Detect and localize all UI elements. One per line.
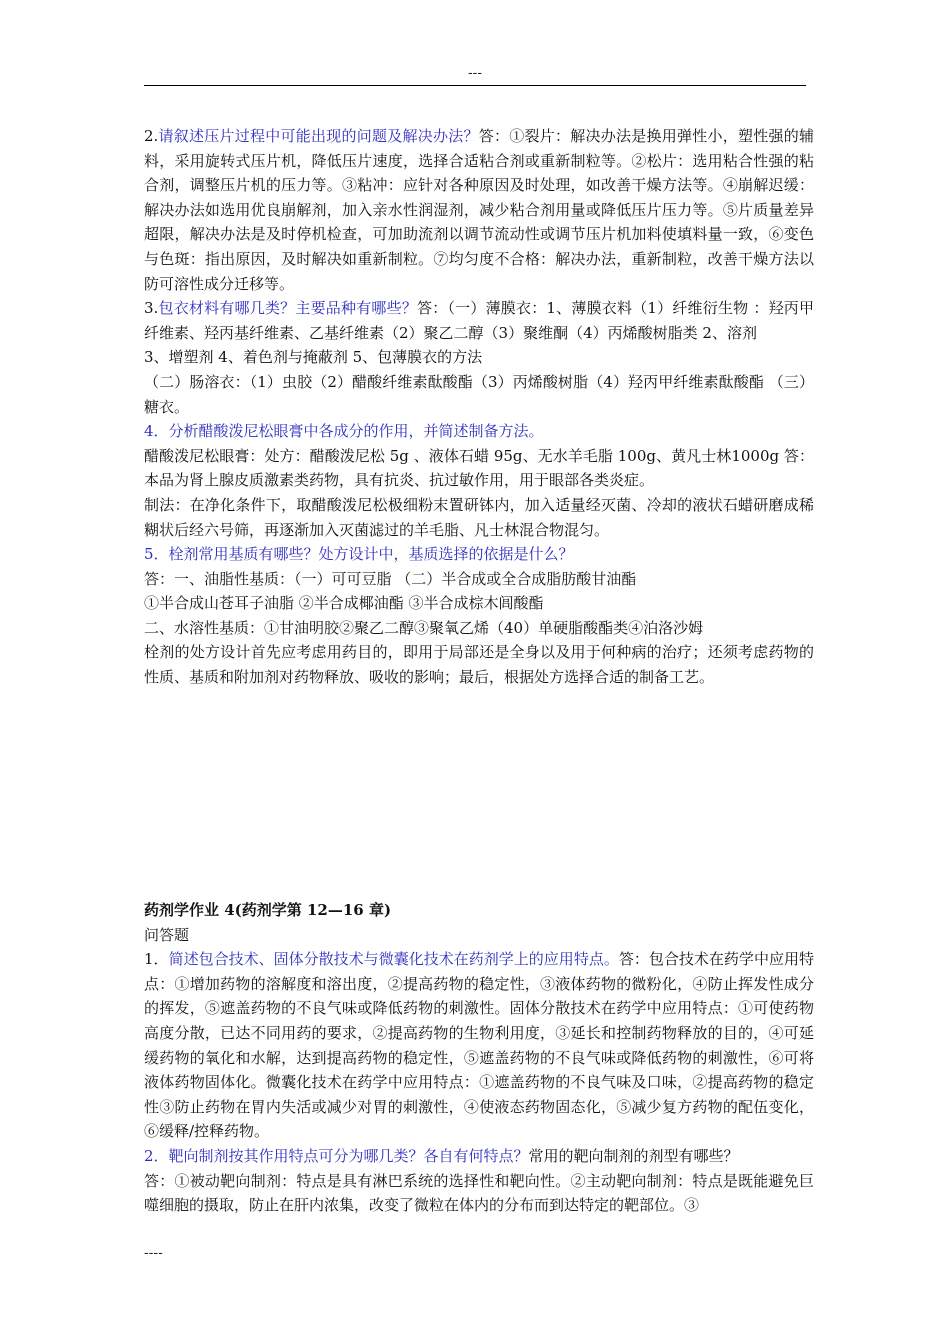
q5-question: 5．栓剂常用基质有哪些？处方设计中，基质选择的依据是什么？: [144, 545, 574, 564]
q4-answer-line: 醋酸泼尼松眼膏：处方：醋酸泼尼松 5g 、液体石蜡 95g、无水羊毛脂 100g、黄凡士林: [144, 446, 732, 465]
q3-answer-line: 糖衣。: [144, 397, 190, 416]
q3-answer-line: 答：（一）薄膜衣：1、薄膜衣料（1）纤维衍生物 ：羟: [417, 299, 784, 318]
q5-answer-line: 虑药物的性质、基质和附加剂对药物释放、吸收的影响；最后，根据处方选择合适的制备工艺。: [144, 643, 814, 687]
q4-answer-line: 1000g 答：本品为肾上腺皮质激素类药物，具有抗炎、抗过敏作用，用于眼部各类炎症。: [144, 446, 814, 490]
header-mark: ---: [467, 66, 483, 81]
q2-answer-line: 格：解决办法，重新制粒，改善干燥方法以防可溶性成分迁移等。: [144, 249, 814, 293]
q2-question: 请叙述压片过程中可能出现的问题及解决办法？: [158, 127, 479, 145]
q5-answer-line: 答：一、油脂性基质：（一）可可豆脂 （二）半合成或全合成脂肪酸甘油酯: [144, 569, 637, 588]
q2-answer-line: 压片压力等。⑤片质量差异超限，解决办法是及时停机检查，可加助流剂以调节流动性或调: [144, 200, 814, 244]
b-q2-block: [144, 1144, 814, 1218]
q4-answer-line: 制法：在净化条件下，取醋酸泼尼松极细粉末置研钵内，加入适量经灭菌、冷却的液状石蜡研: [144, 495, 769, 514]
q2-answer-line: 强的辅料，采用旋转式压片机，降低压片速度，选择合适粘合剂或重新制粒等。②松片：选用: [144, 127, 814, 170]
b-q1-answer-line: 刺激性，④使液态药物固态化，⑤减少复方药物的配伍变化，⑥缓释/控释药物。: [144, 1097, 814, 1141]
b-q2-question: 2．靶向制剂按其作用特点可分为哪几类？各自有何特点？: [144, 1146, 529, 1165]
b-q1-answer-line: 的不良气味或降低药物的刺激性，⑥可将液体药物固体化。微囊化技术在药学中应用特点：: [144, 1048, 814, 1092]
q5-answer-line: ①半合成山苍耳子油脂 ②半合成椰油酯 ③半合成棕木闾酸酯: [144, 594, 544, 613]
q3-answer-line: （二）肠溶衣：（1）虫胶（2）醋酸纤维素酞酸酯（3）丙烯酸树脂（4）羟丙甲纤维素酞酸酯 （三）: [144, 372, 814, 391]
q3-number: 3.: [144, 299, 159, 318]
b-q1-answer-line: ①遮盖药物的不良气味及口味，②提高药物的稳定性③防止药物在胃内失活或减少对胃的: [144, 1073, 814, 1116]
b-q1-block: [144, 947, 814, 1144]
b-q1-number: 1．: [144, 950, 169, 969]
section-b-title: 药剂学作业 4(药剂学第 12—16 章): [144, 901, 392, 919]
q5-answer-line: 栓剂的处方设计首先应考虑用药目的，即用于局部还是全身以及用于何种病的治疗；还须考: [144, 643, 754, 662]
b-q1-question: 简述包合技术、固体分散技术与微囊化技术在药剂学上的应用特点。: [168, 950, 619, 969]
b-q2-question-tail: 常用的靶向制剂的剂型有哪些？: [528, 1146, 739, 1165]
q4-question: 4．分析醋酸泼尼松眼膏中各成分的作用，并简述制备方法。: [144, 422, 544, 441]
q2-number: 2.: [144, 127, 159, 145]
q5-answer-line: 二、水溶性基质：①甘油明胶②聚乙二醇③聚氧乙烯（40）单硬脂酸酯类④泊洛沙姆: [144, 618, 704, 637]
b-q1-answer-line: 和控制药物释放的目的，④可延缓药物的氧化和水解，达到提高药物的稳定性，⑤遮盖药物: [144, 1023, 814, 1067]
section-a: [144, 124, 814, 690]
b-q1-answer-line: 答：包合技术在药学: [618, 950, 754, 969]
q3-question: 包衣材料有哪几类？主要品种有哪些？: [158, 299, 418, 318]
q4-block: [144, 419, 814, 542]
section-b: [144, 898, 814, 1218]
q2-answer-line: 粘合性强的粘合剂，调整压片机的压力等。③粘冲：应针对各种原因及时处理，如改善干燥方: [144, 151, 814, 195]
q3-block: [144, 296, 814, 419]
q3-answer-line: 丙甲纤维素、羟丙基纤维素、乙基纤维素（2）聚乙二醇（3）聚维酮（4）丙烯酸树脂类 2、溶剂: [144, 299, 814, 342]
q2-answer-line: 法等。④崩解迟缓：解决办法如选用优良崩解剂，加入亲水性润湿剂，减少粘合剂用量或降低: [144, 176, 814, 219]
q4-answer-line: 磨成稀糊状后经六号筛，再逐渐加入灭菌滤过的羊毛脂、凡士林混合物混匀。: [144, 495, 814, 539]
q2-block: [144, 124, 814, 296]
b-q2-answer-line: 避免巨噬细胞的摄取，防止在肝内浓集，改变了微粒在体内的分布而到达特定的靶部位。③: [144, 1171, 814, 1215]
q3-answer-line: 3、增塑剂 4、着色剂与掩蔽剂 5、包薄膜衣的方法: [144, 348, 483, 367]
footer-mark: ----: [144, 1246, 163, 1261]
b-q1-answer-line: 防止挥发性成分的挥发，⑤遮盖药物的不良气味或降低药物的刺激性。固体分散技术在药学: [144, 974, 814, 1018]
q2-answer-line: 答：①裂片：解决办法是换用弹性小，塑性: [478, 127, 769, 145]
b-q1-answer-line: 中应用特点：①增加药物的溶解度和溶出度，②提高药物的稳定性，③液体药物的微粉化，④: [144, 950, 814, 993]
section-b-subtitle: 问答题: [144, 925, 190, 944]
q2-answer-line: 节压片机加料使填料量一致，⑥变色与色斑：指出原因，及时解决如重新制粒。⑦均匀度不合: [144, 225, 814, 268]
header-rule: [144, 85, 806, 86]
b-q1-answer-line: 中应用特点：①可使药物高度分散，已达不同用药的要求，②提高药物的生物利用度，③延长: [144, 999, 814, 1042]
q5-block: [144, 542, 814, 690]
b-q2-answer-line: 答：①被动靶向制剂：特点是具有淋巴系统的选择性和靶向性。②主动靶向制剂：特点是既能: [144, 1171, 769, 1190]
